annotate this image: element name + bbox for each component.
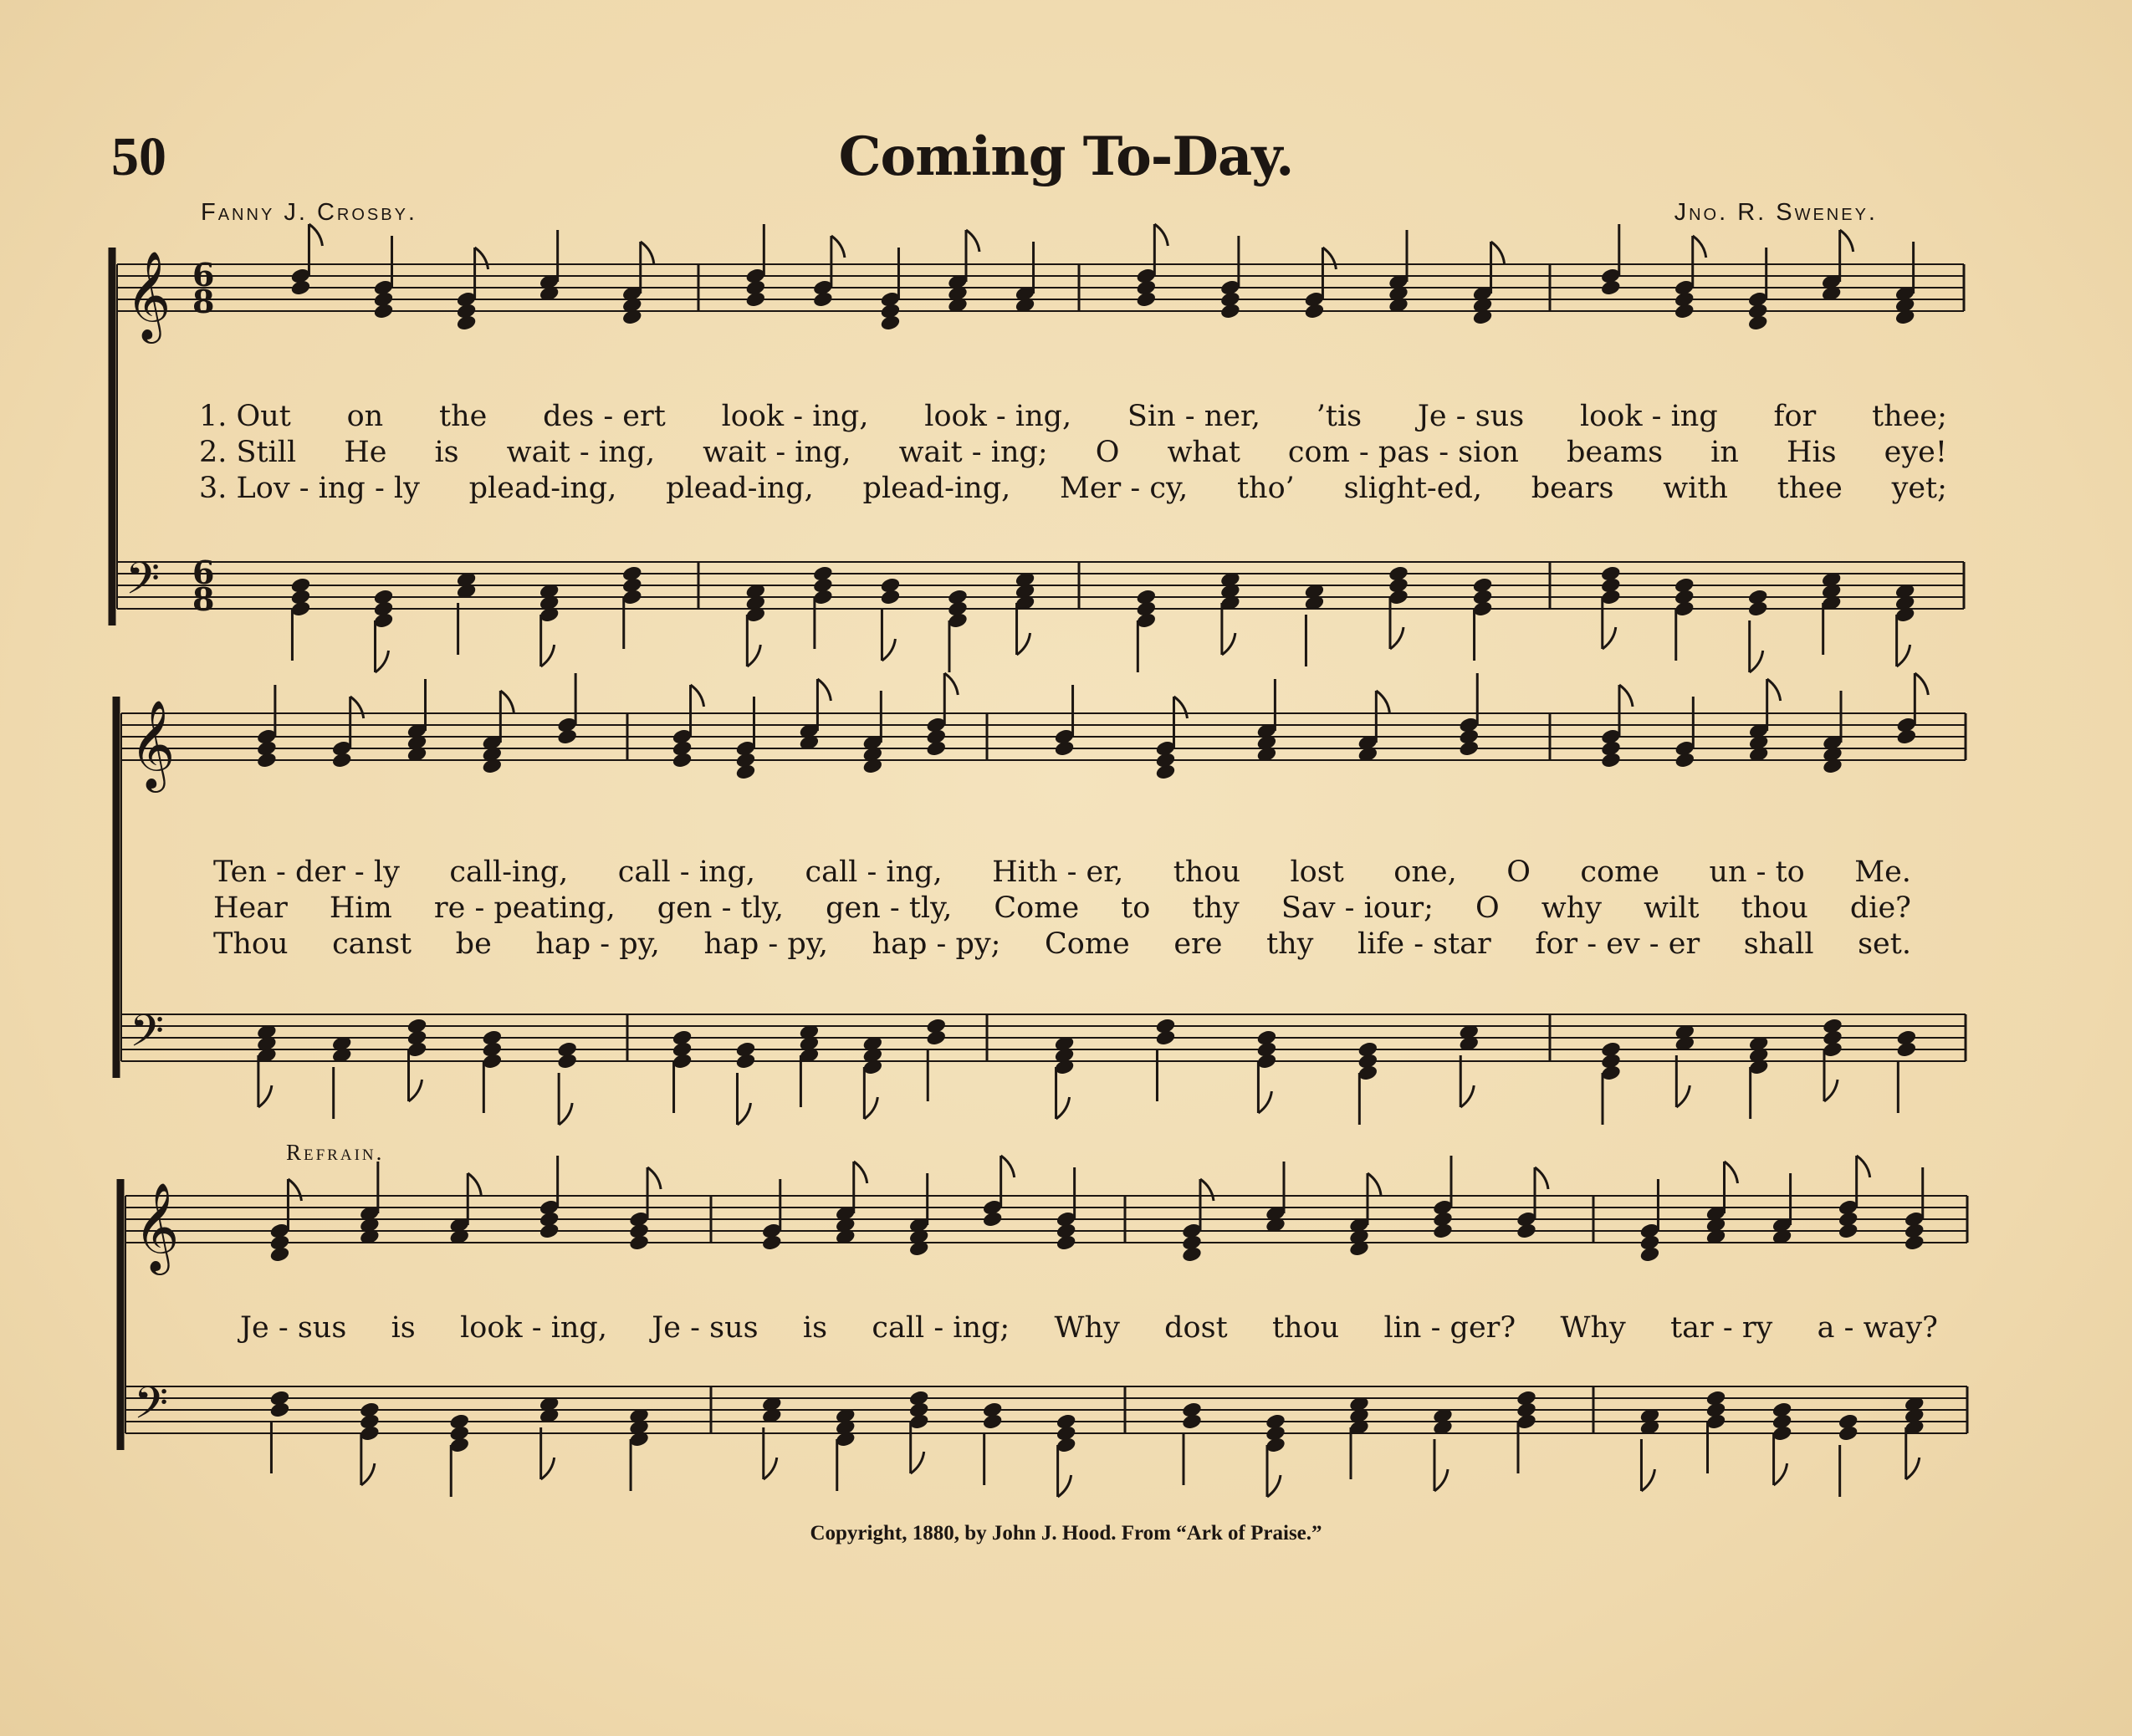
note-head [744, 290, 766, 309]
note-head [1304, 302, 1326, 320]
note-head [1600, 751, 1622, 769]
note-flag [1058, 1475, 1071, 1497]
note-head [1747, 314, 1769, 332]
note-flag [361, 1463, 375, 1485]
lyric-syllable: hap - py, [703, 927, 829, 961]
note-flag [1641, 1469, 1654, 1491]
lyric-syllable: be [455, 927, 492, 961]
lyric-syllable: Sav - iour; [1281, 891, 1434, 925]
note-flag [1897, 645, 1910, 666]
note-head [982, 1412, 1004, 1431]
lyric-syllable: set. [1858, 927, 1911, 961]
note-flag [1676, 1085, 1690, 1107]
lyric-syllable: bears [1531, 472, 1614, 505]
composer-credit: Jno. R. Sweney. [1674, 199, 1878, 226]
note-flag [1267, 1475, 1281, 1497]
lyric-syllable: life - star [1357, 927, 1491, 961]
lyric-syllable: O [1506, 855, 1531, 889]
note-flag [831, 236, 845, 258]
note-head [812, 290, 834, 309]
lyric-syllable: thy [1266, 927, 1314, 961]
lyric-syllable: die? [1849, 891, 1911, 925]
note-head [925, 739, 947, 758]
bass-clef-icon: 𝄢 [134, 1378, 169, 1440]
note-head [373, 302, 395, 320]
note-head [1639, 1245, 1661, 1264]
note-flag [1693, 236, 1706, 258]
note-flag [376, 651, 389, 672]
note-flag [1535, 1167, 1548, 1189]
lyric-syllable: wait - ing, [506, 436, 656, 469]
lyric-syllable: Je - sus [240, 1311, 347, 1345]
lyric-syllable: Come [1045, 927, 1130, 961]
note-head [628, 1233, 650, 1252]
lyric-syllable: look - ing, [924, 400, 1072, 433]
lyric-syllable: thou [1741, 891, 1808, 925]
note-head [735, 1052, 757, 1070]
lyric-verse-1-line-a [199, 400, 1947, 437]
note-head [269, 1245, 291, 1264]
lyric-syllable: look - ing, [721, 400, 869, 433]
note-flag [475, 248, 488, 269]
lyric-syllable: for - ev - er [1535, 927, 1700, 961]
lyric-syllable: hap - py, [535, 927, 660, 961]
note-flag [409, 1080, 422, 1101]
lyric-syllable: is [434, 436, 459, 469]
note-head [1904, 1233, 1925, 1252]
lyric-syllable: on [346, 400, 384, 433]
note-flag [1915, 673, 1928, 695]
note-flag [288, 1179, 301, 1201]
lyric-syllable: call - ing, [805, 855, 943, 889]
note-head [1458, 739, 1480, 758]
note-flag [1173, 697, 1187, 718]
bass-clef-icon: 𝄢 [130, 1006, 165, 1068]
lyric-syllable: a - way? [1817, 1311, 1938, 1345]
bass-clef-icon: 𝄢 [125, 554, 161, 615]
lyric-syllable: to [1121, 891, 1151, 925]
note-flag [1001, 1156, 1015, 1177]
note-head [1155, 1029, 1177, 1047]
lyric-syllable: slight-ed, [1343, 472, 1482, 505]
lyric-syllable: call - ing, [617, 855, 755, 889]
lyric-syllable: wait - ing, [703, 436, 851, 469]
note-flag [1750, 651, 1763, 672]
note-flag [854, 1162, 867, 1183]
lyric-syllable: look - ing [1579, 400, 1718, 433]
lyric-syllable: come [1580, 855, 1659, 889]
lyric-syllable: Why [1054, 1311, 1120, 1345]
note-flag [691, 685, 704, 707]
lyric-syllable: Je - sus [1417, 400, 1525, 433]
lyric-syllable: Me. [1854, 855, 1911, 889]
lyric-syllable: Ten - der - ly [213, 855, 400, 889]
lyric-syllable: 1. Out [199, 400, 291, 433]
note-flag [911, 1452, 924, 1473]
note-flag [1725, 1162, 1738, 1183]
lyric-syllable: canst [332, 927, 412, 961]
lyric-syllable: He [344, 436, 387, 469]
treble-clef-icon: 𝄞 [125, 250, 171, 340]
note-flag [559, 1103, 572, 1125]
lyric-syllable: for [1773, 400, 1817, 433]
lyric-verse-2-line-b [213, 891, 1911, 928]
lyric-verse-3-line-b [213, 927, 1911, 964]
treble-clef-icon: 𝄞 [130, 699, 176, 789]
note-flag [1857, 1156, 1870, 1177]
lyric-syllable: call - ing; [872, 1311, 1010, 1345]
lyric-syllable: shall [1743, 927, 1814, 961]
note-flag [1200, 1179, 1214, 1201]
time-signature-numerator: 6 [192, 554, 215, 591]
note-head [761, 1233, 783, 1252]
lyric-syllable: ’tis [1316, 400, 1363, 433]
lyric-syllable: Hith - er, [992, 855, 1124, 889]
note-head [1219, 302, 1241, 320]
copyright-notice: Copyright, 1880, by John J. Hood. From “Ark of Praise.” [810, 1522, 1322, 1545]
note-head [1181, 1245, 1203, 1264]
note-flag [1460, 1085, 1474, 1107]
note-flag [1840, 230, 1853, 252]
note-flag [1017, 633, 1030, 655]
note-head [1895, 728, 1917, 746]
note-flag [1491, 242, 1505, 263]
note-flag [541, 1458, 555, 1479]
note-flag [1774, 1463, 1787, 1485]
lyric-syllable: dost [1164, 1311, 1228, 1345]
lyric-syllable: thee; [1872, 400, 1947, 433]
note-head [539, 1222, 560, 1240]
lyric-syllable: call-ing, [449, 855, 569, 889]
note-flag [817, 679, 831, 701]
note-head [1600, 278, 1622, 297]
note-flag [1154, 224, 1168, 246]
note-head [1838, 1222, 1859, 1240]
lyric-syllable: Je - sus [652, 1311, 759, 1345]
note-head [1747, 600, 1769, 618]
note-flag [1906, 1458, 1920, 1479]
lyricist-credit: Fanny J. Crosby. [201, 199, 417, 226]
note-head [269, 1401, 291, 1419]
note-flag [309, 224, 322, 246]
note-head [256, 751, 278, 769]
note-flag [944, 673, 958, 695]
lyric-syllable: des - ert [543, 400, 666, 433]
lyric-syllable: tho’ [1236, 472, 1295, 505]
note-head [1181, 1412, 1203, 1431]
lyric-syllable: with [1663, 472, 1728, 505]
note-flag [966, 230, 979, 252]
note-head [1516, 1222, 1537, 1240]
note-flag [1222, 633, 1235, 655]
note-head [1432, 1222, 1454, 1240]
lyric-syllable: yet; [1891, 472, 1947, 505]
note-head [880, 588, 902, 606]
note-head [1838, 1424, 1859, 1442]
lyric-verse-1-line-b [213, 855, 1911, 892]
lyric-syllable: Mer - cy, [1060, 472, 1189, 505]
note-head [925, 1029, 947, 1047]
note-head [1155, 763, 1177, 781]
note-flag [1390, 627, 1403, 649]
lyric-syllable: re - peating, [433, 891, 616, 925]
lyric-syllable: com - pas - sion [1287, 436, 1519, 469]
note-head [1674, 302, 1695, 320]
note-head [290, 278, 312, 297]
note-flag [1056, 1097, 1070, 1119]
note-flag [1322, 248, 1336, 269]
note-head [1135, 290, 1157, 309]
note-head [672, 751, 693, 769]
lyric-verse-3-line-a [199, 472, 1947, 508]
lyric-syllable: Sin - ner, [1127, 400, 1260, 433]
lyric-refrain [240, 1311, 1938, 1348]
note-flag [350, 697, 364, 718]
note-head [331, 751, 353, 769]
lyric-syllable: thee [1777, 472, 1843, 505]
lyric-syllable: lin - ger? [1383, 1311, 1516, 1345]
lyric-syllable: plead-ing, [862, 472, 1011, 505]
lyric-syllable: gen - tly, [826, 891, 953, 925]
refrain-label: Refrain. [286, 1140, 385, 1165]
note-flag [764, 1458, 777, 1479]
lyric-syllable: Him [329, 891, 392, 925]
lyric-syllable: hap - py; [872, 927, 1001, 961]
note-flag [468, 1173, 481, 1195]
lyric-syllable: Thou [213, 927, 289, 961]
lyric-syllable: one, [1393, 855, 1457, 889]
note-flag [1603, 627, 1616, 649]
time-signature-numerator: 6 [192, 256, 215, 294]
lyric-syllable: plead-ing, [468, 472, 617, 505]
note-flag [747, 645, 760, 666]
note-head [982, 1210, 1004, 1228]
note-flag [737, 1103, 750, 1125]
lyric-syllable: thou [1271, 1311, 1340, 1345]
lyric-syllable: O [1095, 436, 1120, 469]
lyric-syllable: Come [994, 891, 1080, 925]
lyric-syllable: is [802, 1311, 828, 1345]
note-flag [1376, 691, 1389, 712]
note-flag [1368, 1173, 1381, 1195]
lyric-verse-2-line-a [199, 436, 1947, 472]
note-head [1056, 1233, 1077, 1252]
note-head [1895, 1040, 1917, 1059]
lyric-syllable: His [1786, 436, 1837, 469]
lyric-syllable: the [439, 400, 488, 433]
lyric-syllable: thy [1192, 891, 1240, 925]
lyric-syllable: O [1475, 891, 1500, 925]
note-flag [864, 1097, 877, 1119]
note-flag [1434, 1469, 1448, 1491]
lyric-syllable: tar - ry [1670, 1311, 1773, 1345]
note-head [1054, 739, 1076, 758]
treble-clef-icon: 𝄞 [134, 1182, 180, 1271]
note-head [556, 728, 578, 746]
note-flag [882, 639, 895, 661]
note-head [1674, 751, 1695, 769]
note-flag [1824, 1080, 1838, 1101]
lyric-syllable: in [1710, 436, 1739, 469]
lyric-syllable: Why [1560, 1311, 1626, 1345]
lyric-syllable: 2. Still [199, 436, 297, 469]
lyric-syllable: eye! [1884, 436, 1947, 469]
note-flag [1619, 685, 1633, 707]
lyric-syllable: Hear [213, 891, 288, 925]
lyric-syllable: beams [1566, 436, 1664, 469]
note-flag [541, 645, 555, 666]
note-head [556, 1052, 578, 1070]
time-signature-denominator: 8 [192, 580, 215, 618]
lyric-syllable: look - ing, [460, 1311, 607, 1345]
lyric-syllable: what [1167, 436, 1240, 469]
time-signature-denominator: 8 [192, 283, 215, 320]
lyric-syllable: lost [1290, 855, 1344, 889]
note-flag [647, 1167, 661, 1189]
lyric-syllable: plead-ing, [666, 472, 814, 505]
note-head [456, 314, 478, 332]
note-flag [1767, 679, 1781, 701]
lyric-syllable: wilt [1644, 891, 1700, 925]
note-head [880, 314, 902, 332]
lyric-syllable: why [1541, 891, 1603, 925]
lyric-syllable: is [391, 1311, 416, 1345]
lyric-syllable: thou [1173, 855, 1240, 889]
lyric-syllable: 3. Lov - ing - ly [199, 472, 420, 505]
lyric-syllable: gen - tly, [657, 891, 785, 925]
note-flag [1258, 1091, 1271, 1113]
note-flag [258, 1085, 272, 1107]
note-flag [641, 242, 654, 263]
hymn-title: Coming To-Day. [838, 125, 1294, 188]
lyric-syllable: wait - ing; [898, 436, 1048, 469]
note-flag [500, 691, 514, 712]
page-number: 50 [111, 126, 166, 187]
lyric-syllable: ere [1173, 927, 1223, 961]
note-head [735, 763, 757, 781]
lyric-syllable: un - to [1709, 855, 1805, 889]
